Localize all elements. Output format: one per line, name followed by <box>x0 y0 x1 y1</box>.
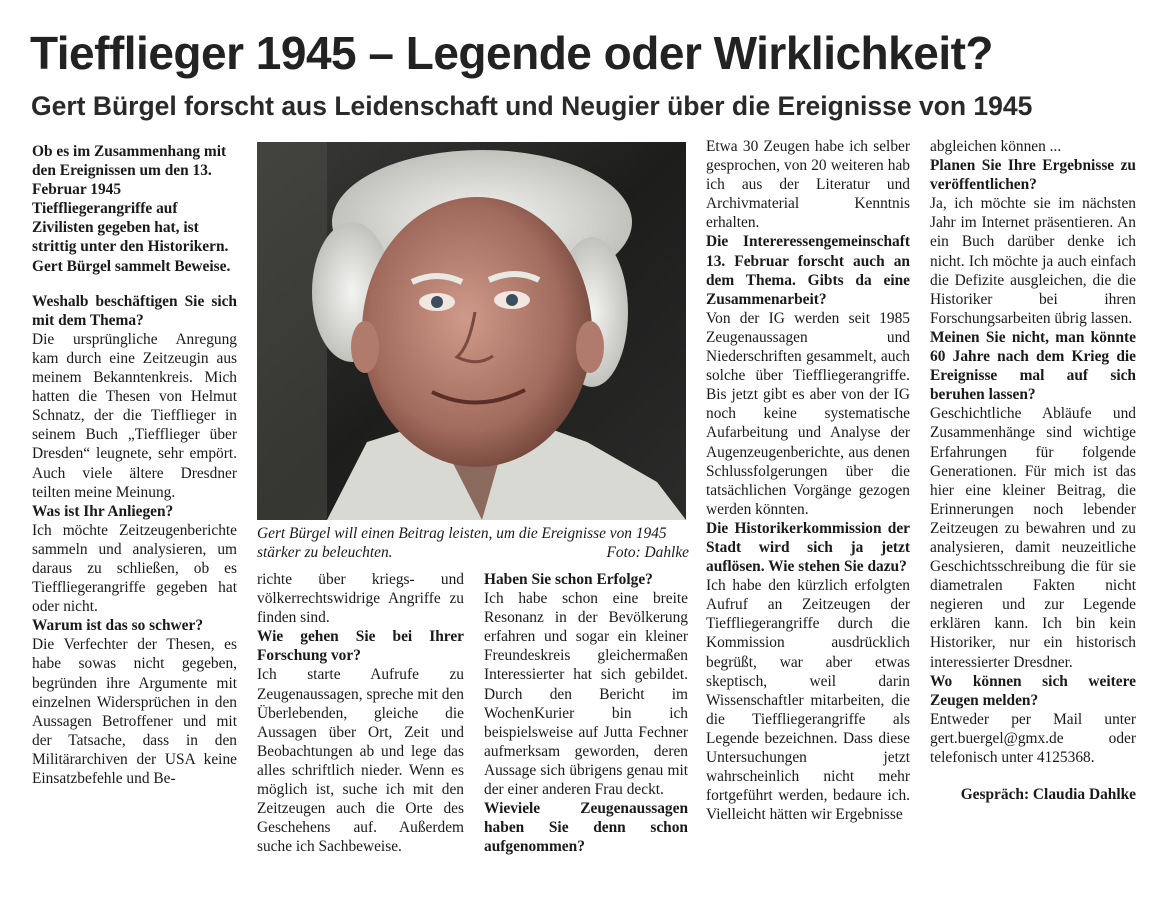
question: Die Intereressengemeinschaft 13. Februar forscht auch an dem Thema. Gibts da eine Zusammenarbeit? <box>706 233 910 308</box>
lead-paragraph: Ob es im Zusammenhang mit den Ereignissen um den 13. Februar 1945 Tieffliegerangriffe auf Zivilisten gegeben hat, ist strittig unter den Historikern. Gert Bürgel sammelt Beweise. <box>32 143 231 275</box>
column-2 <box>257 570 464 856</box>
question: Planen Sie Ihre Ergebnisse zu veröffentlichen? <box>930 157 1136 194</box>
question: Meinen Sie nicht, man könnte 60 Jahre nach dem Krieg die Ereignisse mal auf sich beruhen lassen? <box>930 328 1136 404</box>
answer: Ja, ich möchte sie im nächsten Jahr im Internet präsentieren. An ein Buch darüber denke ich nicht. Ich möchte ja auch einfach die Defizite ausgleichen, die die Historiker bei ihren Forschungsarbeiten übrig lassen. <box>930 195 1136 327</box>
answer: Entweder per Mail unter gert.buergel@gmx.de oder telefonisch unter 4125368. <box>930 710 1136 766</box>
subheadline: Gert Bürgel forscht aus Leidenschaft und Neugier über die Ereignisse von 1945 <box>31 91 1033 121</box>
column-1 <box>32 142 237 788</box>
answer: richte über kriegs- und völkerrechtswidrige Angriffe zu finden sind. <box>257 571 464 627</box>
portrait-illustration <box>257 142 686 520</box>
question: Weshalb beschäftigen Sie sich mit dem Thema? <box>32 292 237 329</box>
question: Warum ist das so schwer? <box>32 617 204 635</box>
answer: Ich möchte Zeitzeugenberichte sammeln und analysieren, um daraus zu schließen, ob es Tieffliegerangriffe gegeben hat oder nicht. <box>32 521 237 616</box>
answer: Etwa 30 Zeugen habe ich selber gesprochen, von 20 weiteren hab ich aus der Literatur und Archivmaterial Kenntnis erhalten. <box>706 138 910 232</box>
column-3 <box>484 570 688 856</box>
headline: Tiefflieger 1945 – Legende oder Wirklichkeit? <box>30 27 994 79</box>
caption-text: Gert Bürgel will einen Beitrag leisten, um die Ereignisse von 1945 stärker zu beleuchten. <box>257 525 667 561</box>
portrait-photo <box>257 142 686 520</box>
answer: Ich habe den kürzlich erfolgten Aufruf an Zeitzeugen der Tieffliegerangriffe durch die Kommission ausdrücklich begrüßt, war aber etwas skeptisch, weil darin Wissenschaftler mitarbeiten, die die Tieffliegerangriffe als Legende bezeichnen. Dass diese Untersuchungen jetzt wahrscheinlich nicht mehr fortgeführt werden, bedaure ich. Vielleicht hätten wir Ergebnisse <box>706 577 910 824</box>
question: Die Historikerkommission der Stadt wird sich ja jetzt auflösen. Wie stehen Sie dazu? <box>706 519 910 576</box>
question: Wie gehen Sie bei Ihrer Forschung vor? <box>257 628 464 665</box>
question: Haben Sie schon Erfolge? <box>484 571 653 588</box>
column-5 <box>930 137 1136 804</box>
question: Wieviele Zeugenaussagen haben Sie denn schon aufgenommen? <box>484 800 688 856</box>
answer: Die ursprüngliche Anregung kam durch eine Zeitzeugin aus meinem Bekanntenkreis. Mich hatten die Thesen von Helmut Schnatz, der die Tiefflieger in seinem Buch „Tiefflieger über Dresden“ leugnete, sehr empört. Auch viele ältere Dresdner teilten meine Meinung. <box>32 330 237 501</box>
question: Was ist Ihr Anliegen? <box>32 502 174 520</box>
photo-credit: Foto: Dahlke <box>606 544 689 561</box>
photo-caption <box>257 524 689 562</box>
answer: Ich habe schon eine breite Resonanz in der Bevölkerung erfahren und sogar ein kleiner Freundeskreis gleichermaßen Interessierter hat sich gebildet. Durch den Bericht im WochenKurier bin ich beispielsweise auf Jutta Fechner aufmerksam geworden, deren Aussage sich übrigens genau mit der einer anderen Frau deckt. <box>484 590 688 799</box>
answer: Geschichtliche Abläufe und Zusammenhänge sind wichtige Erfahrungen für folgende Generationen. Für mich ist das hier eine kleiner Beitrag, die Erinnerungen noch lebender Zeitzeugen zu bewahren und zu analysieren, damit neuzeitliche Geschichtsschreibung die für sie diametralen Fakten nicht negieren und zur Legende erklären kann. Ich bin kein Historiker, nur ein historisch interessierter Dresdner. <box>930 405 1136 671</box>
answer: Die Verfechter der Thesen, es habe sowas nicht gegeben, begründen ihre Argumente mit einzelnen Widersprüchen in den Aussagen Betroffener und mit der Tatsache, dass in den Militärarchiven der USA keine Einsatzbefehle und Be- <box>32 636 237 787</box>
answer: Ich starte Aufrufe zu Zeugenaussagen, spreche mit den Überlebenden, gleiche die Aussagen über Ort, Zeit und Beobachtungen ab und lege das alles schriftlich nieder. Wenn es möglich ist, suche ich mit den Zeitzeugen auch die Orte des Geschehens auf. Außerdem suche ich Sachbeweise. <box>257 666 464 856</box>
answer: abgleichen können ... <box>930 138 1062 155</box>
column-4 <box>706 137 910 824</box>
question: Wo können sich weitere Zeugen melden? <box>930 672 1136 709</box>
author-signoff: Gespräch: Claudia Dahlke <box>960 786 1136 804</box>
answer: Von der IG werden seit 1985 Zeugenaussagen und Niederschriften gesammelt, auch solche über Tieffliegerangriffe. Bis jetzt gibt es aber von der IG noch keine systematische Aufarbeitung und Analyse der Augenzeugenberichte, aus denen Schlussfolgerungen über die tatsächlichen Vorgänge gezogen werden könnten. <box>706 309 910 518</box>
